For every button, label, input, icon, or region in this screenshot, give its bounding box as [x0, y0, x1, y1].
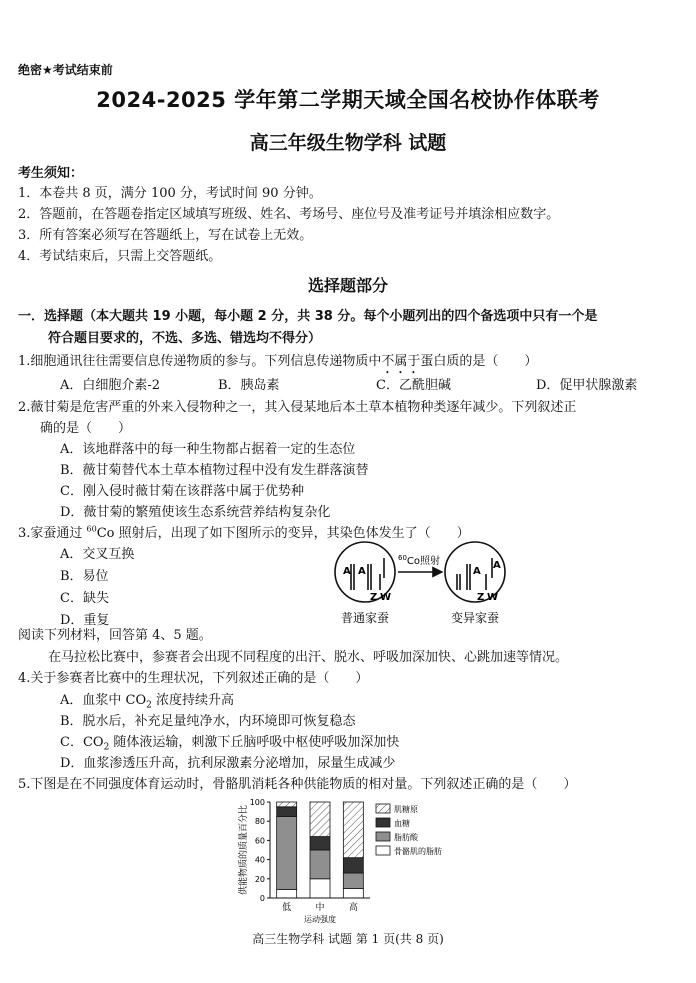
q2-option-b: B．薇甘菊替代本土草本植物过程中没有发生群落演替: [60, 463, 369, 478]
legend-label: 脂肪酸: [394, 833, 418, 842]
legend-swatch: [376, 846, 390, 855]
irradiation-text: Co照射: [406, 556, 441, 567]
bar-segment: [277, 802, 297, 807]
irradiation-label: [398, 554, 440, 567]
page-footer: 高三生物学科 试题 第 1 页(共 8 页): [252, 932, 444, 946]
y-tick-label: 20: [254, 874, 265, 884]
question-2-stem: 2.薇甘菊是危害严重的外来入侵物种之一，其入侵某地后本土草本植物种类逐年减少。下列叙述正: [18, 400, 577, 415]
bar-segment: [310, 802, 330, 837]
gene-a-label: A: [343, 566, 351, 577]
x-axis-title: 运动强度: [304, 915, 336, 924]
q3-option-d: D．重复: [60, 613, 110, 628]
q1-option-b: B．胰岛素: [218, 378, 280, 393]
q1-stem-a: 1.细胞通讯往往需要信息传递物质的参与。下列信息传递物质中: [18, 354, 382, 369]
reading-intro: 阅读下列材料，回答第 4、5 题。: [18, 628, 212, 643]
question-3-stem: [18, 522, 470, 541]
gene-a-label: A: [358, 566, 366, 577]
y-axis-title: 供能物质的质量百分比: [239, 804, 249, 896]
z-label: Z: [370, 592, 378, 603]
bar-segment: [343, 802, 363, 858]
x-tick-label: 高: [348, 903, 358, 913]
q4-a-post: 浓度持续升高: [151, 693, 235, 708]
gene-a-label: A: [473, 566, 481, 577]
x-tick-label: 中: [315, 903, 325, 913]
bar-segment: [343, 873, 363, 888]
y-tick-label: 0: [259, 894, 265, 903]
bar-segment: [343, 858, 363, 873]
question-5-stem: 5.下图是在不同强度体育运动时，骨骼肌消耗各种供能物质的相对量。下列叙述正确的是（ ）: [18, 777, 577, 792]
bar-segment: [310, 837, 330, 850]
q1-option-a: A．白细胞介素-2: [60, 378, 161, 393]
w-label: W: [380, 592, 392, 603]
gene-a-label: A: [493, 560, 501, 571]
mutant-silkworm-label: 变异家蚕: [450, 611, 500, 625]
bar-segment: [277, 816, 297, 889]
legend-label: 血糖: [394, 819, 410, 828]
x-tick-label: 低: [282, 903, 292, 913]
bar-segment: [277, 807, 297, 817]
legend-swatch: [376, 804, 390, 813]
energy-substrate-chart: [236, 792, 476, 924]
reading-passage: 在马拉松比赛中，参赛者会出现不同程度的出汗、脱水、呼吸加深加快、心跳加速等情况。: [48, 650, 569, 665]
question-2-stem-cont: 确的是（ ）: [40, 421, 132, 436]
q3-isotope-sup: 60: [86, 524, 97, 534]
section-title: 选择题部分: [307, 276, 388, 295]
q4-c-pre: C．CO: [60, 735, 104, 750]
z-label: Z: [477, 592, 485, 603]
q1-emphasis: 不属于: [381, 354, 421, 369]
q3-stem-b: Co 照射后，出现了如下图所示的变异，其染色体发生了（ ）: [96, 526, 470, 541]
q3-option-a: A．交叉互换: [60, 547, 135, 562]
bar-segment: [343, 888, 363, 898]
q4-a-pre: A．血浆中 CO: [60, 693, 147, 708]
q2-option-a: A．该地群落中的每一种生物都占据着一定的生态位: [60, 442, 356, 457]
q2-option-c: C．刚入侵时薇甘菊在该群落中属于优势种: [60, 484, 304, 499]
y-tick-label: 80: [254, 817, 265, 827]
part-instructions-cont: 符合题目要求的，不选、多选、错选均不得分）: [48, 331, 322, 346]
part-instructions: 一．选择题（本大题共 19 小题，每小题 2 分，共 38 分。每个小题列出的四个备选项中只有一个是: [18, 309, 598, 324]
notice-item: 3．所有答案必须写在答题纸上，写在试卷上无效。: [18, 228, 313, 243]
q1-option-c: C．乙酰胆碱: [376, 378, 451, 393]
notice-item: 1．本卷共 8 页，满分 100 分，考试时间 90 分钟。: [18, 186, 322, 201]
bar-segment: [310, 850, 330, 879]
legend-label: 骨骼肌的脂肪: [394, 847, 442, 856]
notice-item: 2．答题前，在答题卷指定区域填写班级、姓名、考场号、座位号及准考证号并填涂相应数字。: [18, 207, 560, 222]
legend-swatch: [376, 818, 390, 827]
exam-title: 2024-2025 学年第二学期天域全国名校协作体联考: [96, 88, 600, 112]
q1-stem-b: 蛋白质的是（ ）: [420, 354, 538, 369]
question-4-stem: 4.关于参赛者比赛中的生理状况，下列叙述正确的是（ ）: [18, 671, 369, 686]
bar-segment: [310, 879, 330, 898]
q1-option-d: D．促甲状腺激素: [536, 378, 638, 393]
q4-option-d: [60, 752, 395, 771]
notice-heading: 考生须知：: [18, 166, 84, 181]
q4-c-post: 随体液运输，刺激下丘脑呼吸中枢使呼吸加深加快: [109, 735, 400, 750]
q3-stem-a: 3.家蚕通过: [18, 526, 87, 541]
y-tick-label: 40: [254, 855, 265, 865]
legend-label: 肌糖原: [394, 805, 418, 814]
exam-subtitle: 高三年级生物学科 试题: [249, 132, 447, 154]
y-tick-label: 60: [254, 836, 265, 846]
q4-option-c: [60, 731, 400, 753]
normal-silkworm-label: 普通家蚕: [340, 611, 390, 625]
confidential-label: 绝密★考试结束前: [18, 63, 113, 77]
q4-c-sub: 2: [103, 742, 110, 753]
q4-option-b: [60, 710, 356, 729]
w-label: W: [487, 592, 499, 603]
q4-d-text: D．血浆渗透压升高，抗利尿激素分泌增加，尿量生成减少: [60, 756, 396, 771]
notice-item: 4．考试结束后，只需上交答题纸。: [18, 249, 222, 264]
q4-b-text: B．脱水后，补充足量纯净水，内环境即可恢复稳态: [60, 714, 356, 729]
q4-a-sub: 2: [146, 700, 152, 711]
chromosome-figure: [330, 540, 530, 630]
q3-option-b: B．易位: [60, 569, 109, 584]
q4-option-a: [60, 689, 235, 711]
legend-swatch: [376, 832, 390, 841]
y-tick-label: 100: [249, 798, 265, 807]
question-1-stem: [18, 350, 537, 377]
bar-segment: [277, 889, 297, 898]
q3-option-c: C．缺失: [60, 591, 109, 606]
q2-option-d: D．薇甘菊的繁殖使该生态系统营养结构复杂化: [60, 505, 331, 520]
isotope-sup: 60: [398, 554, 407, 562]
